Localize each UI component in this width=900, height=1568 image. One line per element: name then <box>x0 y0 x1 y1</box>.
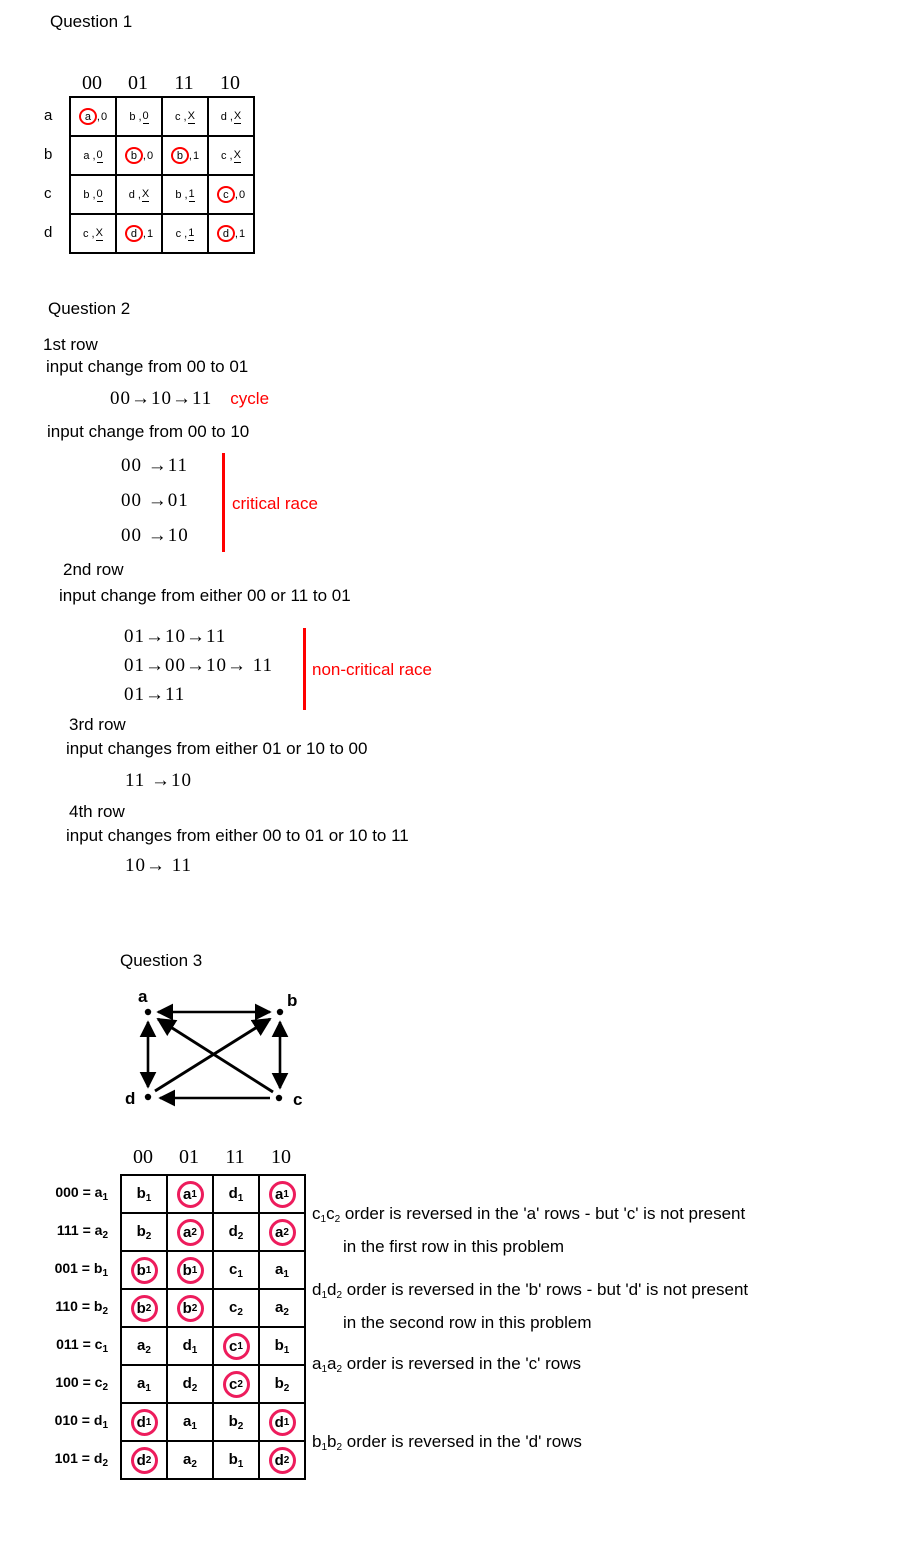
q1-cell: b , 0 <box>117 98 163 137</box>
output-value: 1 <box>192 149 200 162</box>
output-value: 1 <box>188 226 195 239</box>
q1-col-header: 00 <box>82 72 102 94</box>
output-value: 1 <box>238 227 246 240</box>
annotation-text <box>312 1428 582 1461</box>
next-state: c <box>175 227 182 240</box>
q3-cell <box>122 1328 168 1366</box>
q3-cell <box>214 1214 260 1252</box>
stable-state-circle: a 1 <box>269 1181 296 1208</box>
q1-row-header: a <box>44 107 53 124</box>
non-critical-race-label: non-critical race <box>312 660 432 679</box>
next-state: d <box>128 188 135 201</box>
q3-cell <box>168 1290 214 1328</box>
q3-cell <box>260 1290 306 1328</box>
q3-cell <box>214 1366 260 1404</box>
q3-cell <box>122 1404 168 1442</box>
next-state: $a_1$ <box>183 1412 197 1432</box>
output-value: 0 <box>142 109 149 122</box>
q3-cell <box>122 1252 168 1290</box>
q3-cell <box>168 1442 214 1480</box>
q3-cell <box>260 1214 306 1252</box>
q1-cell: b , 0 <box>117 137 163 176</box>
q3-cell <box>260 1404 306 1442</box>
next-state: $d_2$ <box>228 1222 244 1242</box>
next-state: $b_2$ <box>274 1374 290 1394</box>
node-b-label: b <box>287 991 298 1010</box>
stable-state-circle: c 2 <box>223 1371 250 1398</box>
q3-row-label: $010 = d_1$ <box>54 1411 108 1431</box>
next-state: $d_2$ <box>182 1374 198 1394</box>
q3-cell <box>122 1366 168 1404</box>
q1-cell: d , 1 <box>209 215 255 254</box>
annotation-line2: in the first row in this problem <box>343 1237 565 1256</box>
q3-row-labels <box>30 1174 120 1480</box>
stable-state-circle: b 2 <box>131 1295 158 1322</box>
next-state: $a_2$ <box>275 1298 289 1318</box>
q1-row-header: b <box>44 146 53 163</box>
q1-column-headers <box>69 72 255 96</box>
q3-cell <box>214 1404 260 1442</box>
q3-column-headers <box>120 1146 306 1174</box>
next-state: b <box>129 110 136 123</box>
next-state: d <box>220 110 227 123</box>
next-state: b <box>175 188 182 201</box>
q3-cell <box>260 1366 306 1404</box>
next-state: c <box>221 149 227 162</box>
q1-cell: d , X <box>209 98 255 137</box>
stable-state-circle: b 1 <box>177 1257 204 1284</box>
next-state: $c_2$ <box>229 1298 243 1318</box>
annotation-line1: $d_1d_2$ order is reversed in the 'b' rows - but 'd' is not present <box>312 1280 749 1301</box>
q1-cell: c , X <box>163 98 209 137</box>
q3-row-label: $000 = a_1$ <box>55 1183 108 1203</box>
q1-row-header: c <box>44 185 52 202</box>
stable-state-circle: d <box>125 225 143 242</box>
stable-state-circle: c <box>217 186 235 203</box>
q2-transition-seq: 01→11 <box>124 684 186 705</box>
q1-cell: c , X <box>209 137 255 176</box>
annotation-line1: $a_1a_2$ order is reversed in the 'c' rows <box>312 1354 581 1375</box>
stable-state-circle: b <box>171 147 189 164</box>
edge-c-to-a <box>158 1019 273 1092</box>
state-transition-diagram <box>110 980 320 1115</box>
q3-cell <box>260 1252 306 1290</box>
stable-state-circle: a 2 <box>269 1219 296 1246</box>
q3-row-label: $101 = d_2$ <box>54 1449 108 1469</box>
q1-flow-table <box>38 72 255 254</box>
q2-row3-seq: 11 →10 <box>125 770 193 791</box>
stable-state-circle: b 1 <box>131 1257 158 1284</box>
q3-cell <box>168 1214 214 1252</box>
critical-race-label: critical race <box>232 494 318 513</box>
q3-cell <box>122 1442 168 1480</box>
question3-title: Question 3 <box>120 951 203 970</box>
q1-cell: b , 0 <box>71 176 117 215</box>
q3-cell <box>122 1290 168 1328</box>
stable-state-circle: c 1 <box>223 1333 250 1360</box>
next-state: $b_2$ <box>228 1412 244 1432</box>
q2-row1-subheading1: input change from 00 to 01 <box>46 357 249 376</box>
output-value: 0 <box>146 149 154 162</box>
q3-row-label: $100 = c_2$ <box>55 1373 108 1393</box>
output-value: X <box>141 187 150 200</box>
q3-row-label: $011 = c_1$ <box>56 1335 108 1355</box>
next-state: $b_1$ <box>228 1450 244 1470</box>
next-state: $b_1$ <box>274 1336 290 1356</box>
q3-cell <box>260 1328 306 1366</box>
q3-cell <box>260 1442 306 1480</box>
q3-cell <box>214 1252 260 1290</box>
output-value: 0 <box>238 188 246 201</box>
next-state: $b_2$ <box>136 1222 152 1242</box>
next-state: $b_1$ <box>136 1184 152 1204</box>
q2-row1-sequence-line <box>110 388 269 410</box>
question2-title: Question 2 <box>48 299 131 318</box>
q1-col-header: 01 <box>128 72 148 94</box>
q3-cell <box>168 1366 214 1404</box>
node-a-dot <box>145 1009 151 1015</box>
next-state: $a_2$ <box>137 1336 151 1356</box>
next-state: $d_1$ <box>228 1184 244 1204</box>
stable-state-circle: b <box>125 147 143 164</box>
q2-transition-seq: 00 →11 <box>121 455 189 476</box>
q2-row2-sequence-group <box>124 626 273 706</box>
q1-row-header: d <box>44 224 53 241</box>
output-value: X <box>95 226 103 239</box>
q2-row1-seq1: 00→10→11 <box>110 388 213 409</box>
next-state: $c_1$ <box>229 1260 243 1280</box>
q2-row1-sequence-group <box>121 455 189 547</box>
next-state: b <box>83 188 90 201</box>
output-value: 0 <box>100 110 108 123</box>
stable-state-circle: a 2 <box>177 1219 204 1246</box>
q2-row4-subheading: input changes from either 00 to 01 or 10 to 11 <box>66 826 409 845</box>
q1-cell: d , X <box>117 176 163 215</box>
annotation-line1: $b_1b_2$ order is reversed in the 'd' rows <box>312 1432 582 1453</box>
q3-col-header: 11 <box>225 1146 245 1168</box>
next-state: c <box>83 227 89 240</box>
q3-cell <box>214 1176 260 1214</box>
q2-row4-seq: 10→ 11 <box>125 855 193 876</box>
q2-row1-subheading2: input change from 00 to 10 <box>47 422 250 441</box>
q1-grid <box>69 96 255 254</box>
stable-state-circle: d 1 <box>131 1409 158 1436</box>
q3-flow-table <box>30 1146 306 1480</box>
next-state: c <box>175 110 181 123</box>
q2-transition-seq: 00 →10 <box>121 525 189 546</box>
question1-title: Question 1 <box>50 12 133 31</box>
q1-col-header: 10 <box>220 72 240 94</box>
q3-cell <box>214 1442 260 1480</box>
stable-state-circle: d <box>217 225 235 242</box>
node-a-label: a <box>138 987 148 1006</box>
q2-transition-seq: 00 →01 <box>121 490 189 511</box>
q3-cell <box>122 1214 168 1252</box>
q3-col-header: 10 <box>271 1146 291 1168</box>
annotation-line1: $c_1c_2$ order is reversed in the 'a' rows - but 'c' is not present <box>312 1204 746 1225</box>
q3-cell <box>214 1290 260 1328</box>
output-value: 0 <box>96 187 103 200</box>
q1-cell: a , 0 <box>71 98 117 137</box>
annotation-text <box>312 1276 748 1336</box>
next-state: a <box>83 149 90 162</box>
q3-grid <box>120 1174 306 1480</box>
q3-cell <box>214 1328 260 1366</box>
q3-cell <box>260 1176 306 1214</box>
q2-transition-seq: 01→10→11 <box>124 626 227 647</box>
next-state: $a_1$ <box>137 1374 151 1394</box>
node-c-dot <box>276 1095 282 1101</box>
q2-row2-heading: 2nd row <box>63 560 124 579</box>
q1-col-header: 11 <box>174 72 194 94</box>
q1-cell: a , 0 <box>71 137 117 176</box>
q2-transition-seq: 01→00→10→ 11 <box>124 655 274 676</box>
output-value: X <box>233 109 242 122</box>
stable-state-circle: a <box>79 108 97 125</box>
annotation-line2: in the second row in this problem <box>343 1313 592 1332</box>
q3-cell <box>168 1252 214 1290</box>
output-value: 1 <box>188 187 195 200</box>
q2-row2-subheading: input change from either 00 or 11 to 01 <box>59 586 351 605</box>
q1-cell: b , 1 <box>163 137 209 176</box>
annotation-text <box>312 1350 581 1383</box>
q1-cell: c , 0 <box>209 176 255 215</box>
node-b-dot <box>277 1009 283 1015</box>
q2-cycle-label: cycle <box>230 389 270 408</box>
q2-row3-subheading: input changes from either 01 or 10 to 00 <box>66 739 368 758</box>
non-critical-race-bracket-bar <box>303 628 306 710</box>
q3-cell <box>168 1176 214 1214</box>
output-value: 0 <box>96 148 103 161</box>
output-value: 1 <box>146 227 154 240</box>
q3-cell <box>168 1404 214 1442</box>
stable-state-circle: b 2 <box>177 1295 204 1322</box>
q3-cell <box>168 1328 214 1366</box>
output-value: X <box>187 109 195 122</box>
q3-row-label: $001 = b_1$ <box>54 1259 108 1279</box>
q3-col-header: 01 <box>179 1146 199 1168</box>
q1-cell: b , 1 <box>163 176 209 215</box>
q2-row1-heading: 1st row <box>43 335 98 354</box>
q3-col-header: 00 <box>133 1146 153 1168</box>
next-state: $a_1$ <box>275 1260 289 1280</box>
q1-cell: c , X <box>71 215 117 254</box>
node-d-dot <box>145 1094 151 1100</box>
annotation-text <box>312 1200 745 1260</box>
q1-cell: d , 1 <box>117 215 163 254</box>
stable-state-circle: d 1 <box>269 1409 296 1436</box>
next-state: $a_2$ <box>183 1450 197 1470</box>
q3-row-label: $111 = a_2$ <box>56 1221 108 1241</box>
output-value: X <box>233 148 241 161</box>
critical-race-bracket-bar <box>222 453 225 552</box>
q2-row4-heading: 4th row <box>69 802 125 821</box>
q3-cell <box>122 1176 168 1214</box>
node-c-label: c <box>293 1090 303 1109</box>
stable-state-circle: d 2 <box>269 1447 296 1474</box>
stable-state-circle: d 2 <box>131 1447 158 1474</box>
q3-row-label: $110 = b_2$ <box>55 1297 108 1317</box>
next-state: $d_1$ <box>182 1336 198 1356</box>
q1-row-headers <box>38 96 69 254</box>
q2-row3-heading: 3rd row <box>69 715 126 734</box>
node-d-label: d <box>125 1089 136 1108</box>
q1-cell: c , 1 <box>163 215 209 254</box>
stable-state-circle: a 1 <box>177 1181 204 1208</box>
